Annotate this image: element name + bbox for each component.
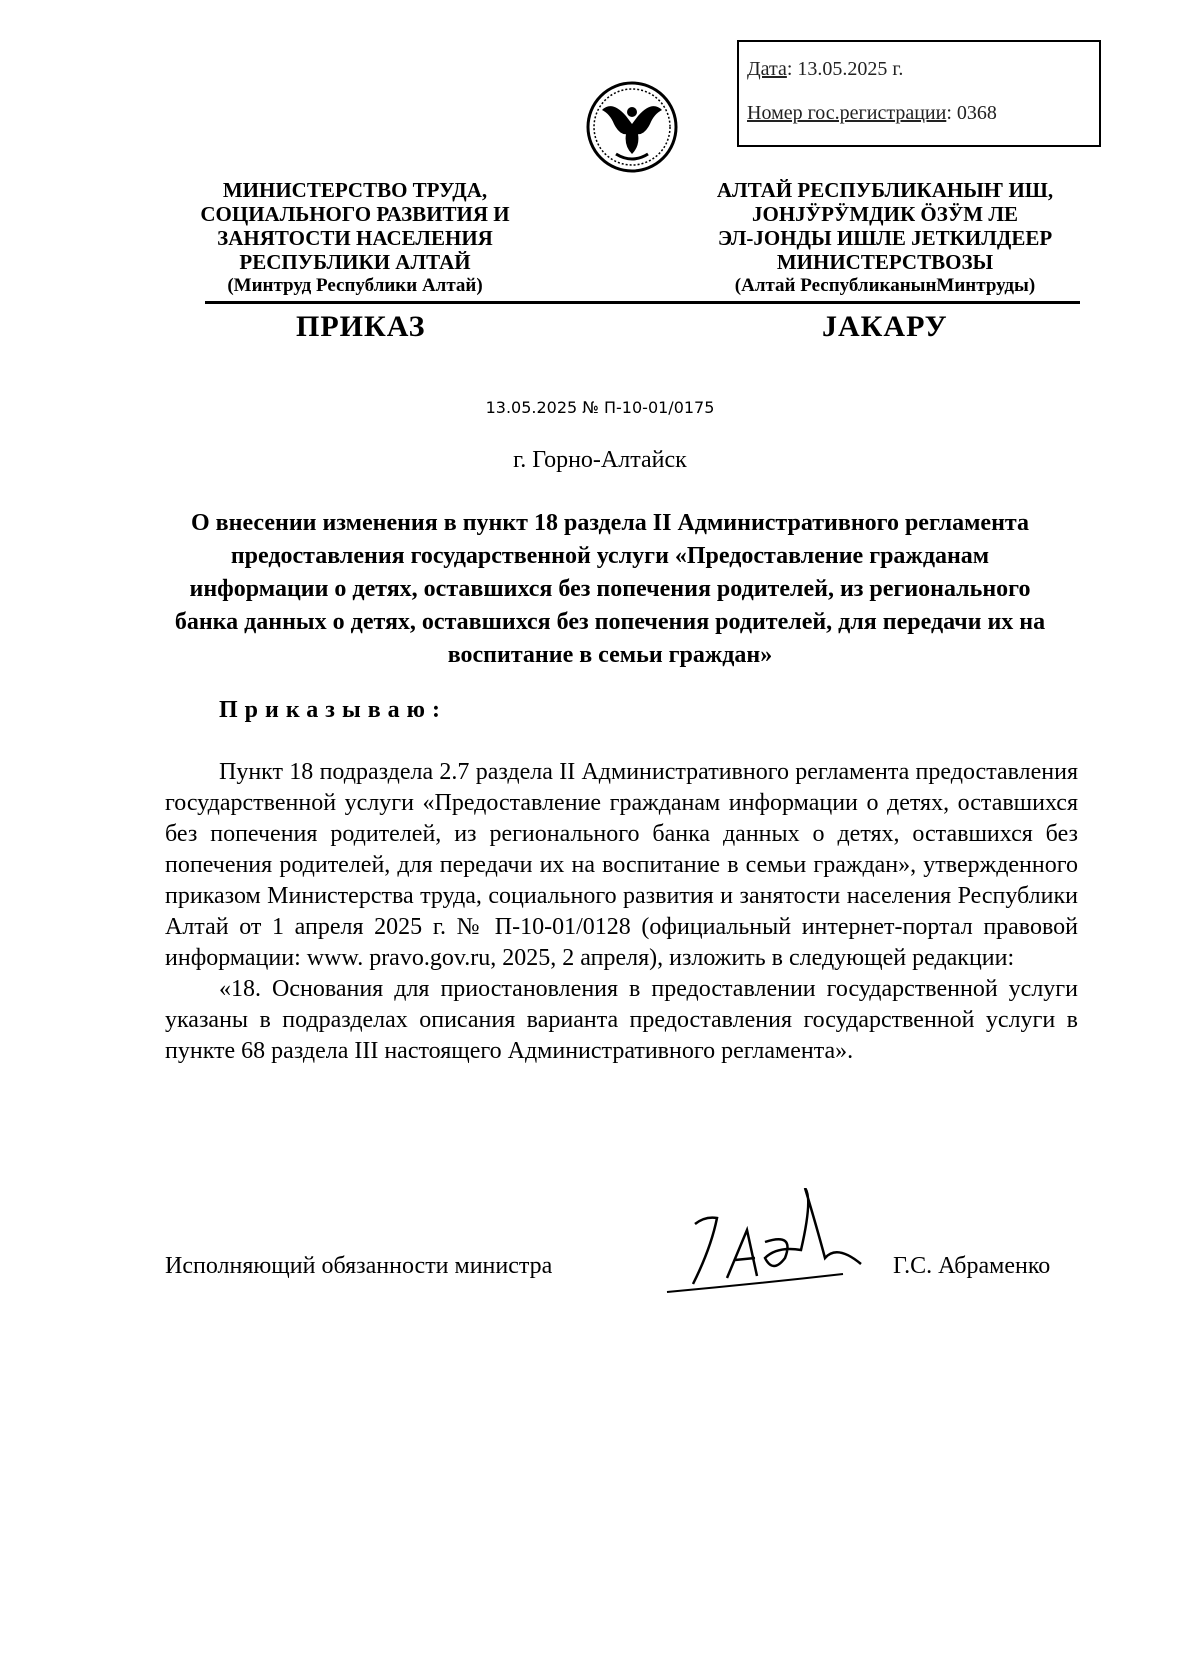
- registration-number: [747, 102, 997, 125]
- registration-number-label: Номер гос.регистрации: [747, 102, 947, 124]
- registration-date: [747, 58, 903, 81]
- body-paragraph: «18. Основания для приостановления в предоставлении государственной услуги указаны в подразделах описания варианта предоставления государственной услуги в пункте 68 раздела III настоящего Административного регламента».: [165, 976, 1078, 1064]
- ministry-name-altai-line: АЛТАЙ РЕСПУБЛИКАНЫҤ ИШ,: [716, 178, 1054, 202]
- order-subject: О внесении изменения в пункт 18 раздела II Административного регламента предоставления государственной услуги «Предоставление гражданам информации о детях, оставшихся без попечения родителей, из регионального банка данных о детях, оставшихся без попечения родителей, для передачи их на воспитание в семьи граждан»: [174, 510, 1046, 668]
- signatory-name: Г.С. Абраменко: [893, 1253, 1051, 1279]
- order-city: г. Горно-Алтайск: [513, 447, 687, 473]
- decree-word: Приказываю:: [219, 697, 447, 723]
- registration-number-value: : 0368: [946, 102, 997, 124]
- registration-box: [737, 40, 1101, 147]
- order-date-number: 13.05.2025 № П-10-01/0175: [485, 398, 715, 417]
- order-title-altai: ЈАКАРУ: [822, 310, 948, 343]
- ministry-short-name-altai: (Алтай РеспубликанынМинтруды): [734, 275, 1036, 296]
- signature-icon: [665, 1188, 885, 1298]
- coat-of-arms-icon: [586, 80, 678, 174]
- ministry-name-ru-line: РЕСПУБЛИКИ АЛТАЙ: [239, 250, 471, 274]
- ministry-name-altai-line: ЈОНЈӰРӰМДИК ӦЗӰМ ЛЕ: [752, 202, 1018, 226]
- order-title-ru: ПРИКАЗ: [296, 310, 426, 343]
- ministry-name-ru-line: МИНИСТЕРСТВО ТРУДА,: [222, 178, 488, 202]
- registration-date-value: : 13.05.2025 г.: [786, 58, 904, 80]
- signatory-position: Исполняющий обязанности министра: [165, 1253, 553, 1279]
- ministry-short-name-ru: (Минтруд Республики Алтай): [227, 275, 483, 296]
- registration-date-label: Дата: [747, 58, 787, 80]
- order-body: [165, 757, 1078, 1067]
- ministry-name-ru: [190, 178, 520, 298]
- header-divider: [205, 301, 1080, 304]
- body-paragraph: Пункт 18 подраздела 2.7 раздела II Административного регламента предоставления государственной услуги «Предоставление гражданам информации о детях, оставшихся без попечения родителей, из регионального банка данных о детях, оставшихся без попечения родителей, для передачи их на воспитание в семьи граждан», утвержденного приказом Министерства труда, социального развития и занятости населения Республики Алтай от 1 апреля 2025 г. № П-10-01/0128 (официальный интернет-портал правовой информации: www. pravo.gov.ru, 2025, 2 апреля), изложить в следующей редакции:: [165, 759, 1078, 971]
- ministry-name-altai: [690, 178, 1080, 298]
- ministry-name-altai-line: МИНИСТЕРСТВОЗЫ: [776, 250, 994, 274]
- ministry-name-ru-line: СОЦИАЛЬНОГО РАЗВИТИЯ И: [200, 202, 510, 226]
- ministry-name-ru-line: ЗАНЯТОСТИ НАСЕЛЕНИЯ: [217, 226, 493, 250]
- ministry-name-altai-line: ЭЛ-ЈОНДЫ ИШЛЕ ЈЕТКИЛДЕЕР: [717, 226, 1053, 250]
